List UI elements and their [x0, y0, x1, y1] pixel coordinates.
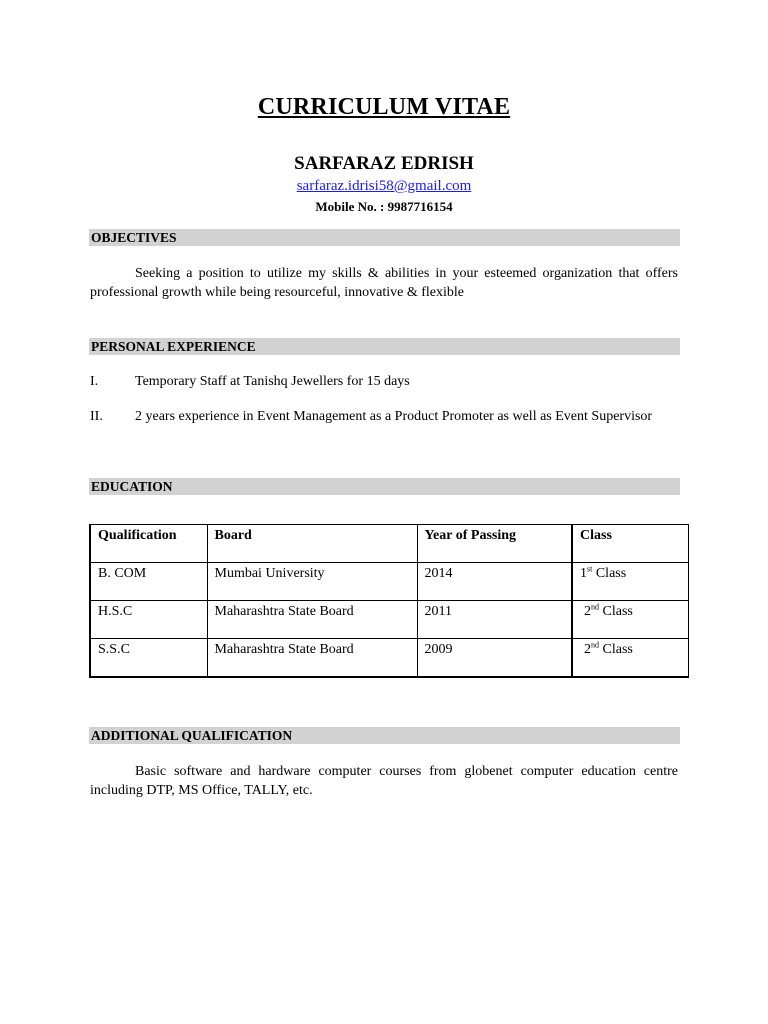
section-heading-experience: PERSONAL EXPERIENCE [89, 338, 680, 355]
additional-qualification-text: Basic software and hardware computer courses from globenet computer education centre including DTP, MS Office, TALLY, etc. [90, 764, 678, 798]
email-line [0, 178, 768, 195]
column-header-year: Year of Passing [417, 525, 572, 563]
experience-item-number: II. [90, 409, 103, 424]
education-table-header-row [90, 525, 688, 563]
cell-year: 2014 [417, 563, 572, 601]
class-number: 2 [584, 642, 591, 657]
section-heading-objectives: OBJECTIVES [89, 229, 680, 246]
section-heading-education: EDUCATION [89, 478, 680, 495]
class-word: Class [599, 604, 633, 619]
cell-qualification: S.S.C [90, 639, 207, 677]
objectives-text: Seeking a position to utilize my skills & abilities in your esteemed organization that offers professional growth while being resourceful, innovative & flexible [90, 266, 678, 300]
class-suffix: nd [591, 640, 599, 650]
cell-class [572, 639, 688, 677]
cell-year: 2011 [417, 601, 572, 639]
column-header-qualification: Qualification [90, 525, 207, 563]
experience-item-text: Temporary Staff at Tanishq Jewellers for 15 days [135, 374, 410, 389]
column-header-class: Class [572, 525, 688, 563]
class-word: Class [592, 566, 627, 581]
cell-board: Maharashtra State Board [207, 601, 417, 639]
cell-qualification: B. COM [90, 563, 207, 601]
cell-board: Maharashtra State Board [207, 639, 417, 677]
class-number: 2 [584, 604, 591, 619]
education-table [89, 524, 689, 678]
experience-item-number: I. [90, 374, 99, 389]
class-suffix: nd [591, 602, 599, 612]
cell-board: Mumbai University [207, 563, 417, 601]
objectives-paragraph [90, 264, 678, 302]
table-row [90, 639, 688, 677]
email-link[interactable]: sarfaraz.idrisi58@gmail.com [296, 178, 472, 194]
additional-qualification-paragraph [90, 762, 678, 800]
cell-class [572, 601, 688, 639]
mobile-number: Mobile No. : 9987716154 [315, 199, 453, 214]
column-header-board: Board [207, 525, 417, 563]
document-title: CURRICULUM VITAE [257, 94, 511, 120]
cell-class [572, 563, 688, 601]
candidate-name: SARFARAZ EDRISH [294, 153, 474, 174]
class-number: 1 [580, 566, 587, 581]
experience-item [90, 373, 678, 393]
class-word: Class [599, 642, 633, 657]
cell-year: 2009 [417, 639, 572, 677]
experience-item [90, 408, 678, 448]
table-row [90, 563, 688, 601]
class-suffix: st [587, 564, 593, 574]
section-heading-additional-qualification: ADDITIONAL QUALIFICATION [89, 727, 680, 744]
table-row [90, 601, 688, 639]
cell-qualification: H.S.C [90, 601, 207, 639]
experience-item-text: 2 years experience in Event Management as a Product Promoter as well as Event Supervisor [135, 409, 653, 424]
